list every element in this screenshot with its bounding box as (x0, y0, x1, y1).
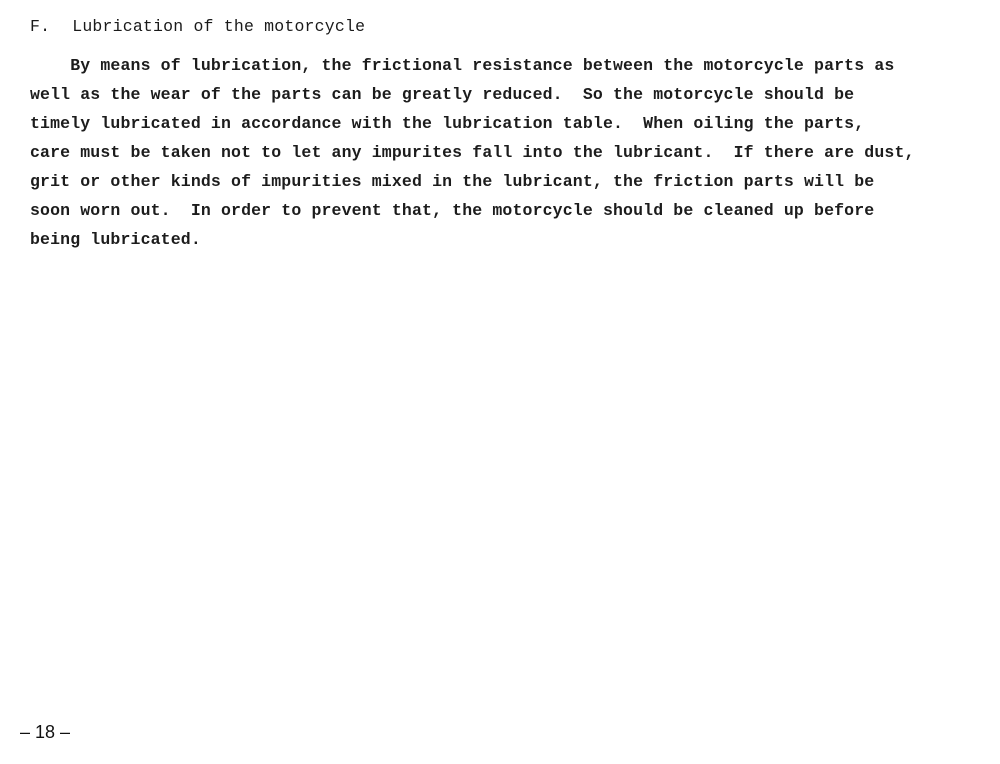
body-paragraph (30, 51, 1000, 254)
paragraph-line: soon worn out. In order to prevent that, the motorcycle should be cleaned up before (30, 201, 875, 220)
section-title: Lubrication of the motorcycle (72, 17, 366, 36)
paragraph-line: By means of lubrication, the frictional resistance between the motorcycle parts as (30, 56, 895, 75)
paragraph-line: care must be taken not to let any impurites fall into the lubricant. If there are dust, (30, 143, 915, 162)
paragraph-line: grit or other kinds of impurities mixed in the lubricant, the friction parts will be (30, 172, 875, 191)
section-label: F. (30, 17, 51, 36)
paragraph-line: well as the wear of the parts can be greatly reduced. So the motorcycle should be (30, 85, 855, 104)
paragraph-line: being lubricated. (30, 230, 201, 249)
paragraph-line: timely lubricated in accordance with the lubrication table. When oiling the parts, (30, 114, 865, 133)
page-number: – 18 – (20, 722, 71, 742)
section-heading (30, 16, 365, 38)
